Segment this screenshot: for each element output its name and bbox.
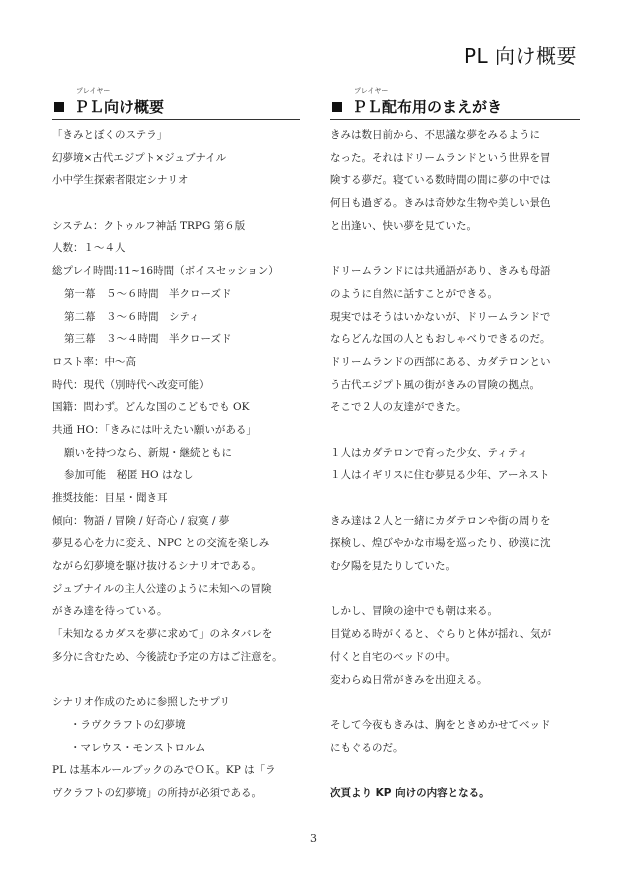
text-line: 総プレイ時間:11~16時間（ボイスセッション）: [52, 265, 279, 278]
text-line: 願いを持つなら、新規・継続ともに: [64, 446, 232, 459]
blank-line: [52, 192, 300, 215]
text-line: システム：クトゥルフ神話 TRPG 第６版: [52, 219, 246, 232]
text-line: ヴクラフトの幻夢境」の所持が必須である。: [52, 786, 262, 799]
text-line: ながら幻夢境を駆け抜けるシナリオである。: [52, 560, 262, 573]
text-line: と出逢い、快い夢を見ていた。: [330, 219, 477, 232]
text-line: ・ラヴクラフトの幻夢境: [70, 718, 186, 731]
text-line: 小中学生探索者限定シナリオ: [52, 174, 189, 187]
text-line: 第二幕 ３～６時間 シティ: [64, 310, 200, 323]
text-line: なった。それはドリームランドという世界を冒: [330, 151, 551, 164]
text-line: １人はカダテロンで育った少女、ティティ: [330, 446, 528, 459]
blank-line: [330, 759, 580, 782]
right-column: [330, 86, 580, 805]
foreword-text: [330, 124, 580, 805]
text-line: う古代エジプト風の街がきみの冒険の拠点。: [330, 378, 540, 391]
text-line: ジュブナイルの主人公達のように未知への冒険: [52, 582, 272, 595]
text-line: ドリームランドの西部にある、カダテロンとい: [330, 355, 551, 368]
page-number: 3: [310, 832, 317, 845]
blank-line: [330, 578, 580, 601]
text-line: 変わらぬ日常がきみを出迎える。: [330, 673, 488, 686]
heading-text: ＰＬ向け概要: [74, 98, 165, 116]
text-line: 付くと自宅のベッドの中。: [330, 650, 456, 663]
text-line: ならどんな国の人ともおしゃべりできるのだ。: [330, 333, 551, 346]
text-line: 多分に含むため、今後読む予定の方はご注意を。: [52, 650, 283, 663]
text-line: 国籍：問わず。どんな国のこどもでも OK: [52, 401, 250, 414]
next-page-note: 次頁より KP 向けの内容となる。: [330, 786, 490, 799]
blank-line: [52, 669, 300, 692]
section-heading-pl-foreword: [330, 96, 580, 120]
text-line: 険する夢だ。寝ている数時間の間に夢の中では: [330, 174, 551, 187]
text-line: 何日も過ぎる。きみは奇妙な生物や美しい景色: [330, 197, 551, 210]
text-line: 人数：１～４人: [52, 242, 126, 255]
heading-text: ＰＬ配布用のまえがき: [352, 98, 503, 116]
square-bullet-icon: [54, 102, 64, 112]
text-line: がきみ達を待っている。: [52, 605, 168, 618]
text-line: そこで２人の友達ができた。: [330, 401, 467, 414]
text-line: きみは数日前から、不思議な夢をみるように: [330, 129, 540, 141]
blank-line: [330, 419, 580, 442]
text-line: １人はイギリスに住む夢見る少年、アーネスト: [330, 469, 550, 482]
text-line: そして今夜もきみは、胸をときめかせてベッド: [330, 718, 551, 731]
text-line: 参加可能 秘匿 HO はなし: [64, 469, 194, 482]
square-bullet-icon: [332, 102, 342, 112]
text-line: 探検し、煌びやかな市場を巡ったり、砂漠に沈: [330, 537, 551, 550]
text-line: 時代：現代（別時代へ改変可能）: [52, 378, 210, 391]
page-title: PL 向け概要: [463, 44, 577, 68]
blank-line: [330, 237, 580, 260]
text-line: 「きみとぼくのステラ」: [52, 129, 168, 141]
text-line: PL は基本ルールブックのみでＯＫ。KP は「ラ: [52, 764, 276, 777]
text-line: む夕陽を見たりしていた。: [330, 560, 456, 573]
text-line: 第一幕 ５～６時間 半クローズド: [64, 287, 232, 300]
text-line: きみ達は２人と一緒にカダテロンや街の周りを: [330, 514, 551, 527]
text-line: 「未知なるカダスを夢に求めて」のネタバレを: [52, 628, 273, 641]
heading-ruby: プレイヤー: [76, 87, 111, 95]
text-line: ロスト率：中～高: [52, 355, 136, 368]
heading-ruby: プレイヤー: [354, 87, 389, 95]
text-line: のように自然に話すことができる。: [330, 287, 498, 300]
text-line: ・マレウス・モンストロルム: [70, 741, 206, 754]
text-line: 現実ではそうはいかないが、ドリームランドで: [330, 310, 551, 323]
blank-line: [330, 691, 580, 714]
text-line: ドリームランドには共通語があり、きみも母語: [330, 265, 551, 278]
text-line: しかし、冒険の途中でも朝は来る。: [330, 605, 498, 618]
text-line: 第三幕 ３～４時間 半クローズド: [64, 333, 232, 346]
text-line: 目覚める時がくると、ぐらりと体が揺れ、気が: [330, 628, 552, 641]
blank-line: [330, 487, 580, 510]
overview-text: [52, 124, 300, 805]
left-column: [52, 86, 300, 805]
text-line: シナリオ作成のために参照したサプリ: [52, 696, 230, 709]
text-line: 推奨技能：目星・聞き耳: [52, 492, 168, 504]
text-line: 幻夢境×古代エジプト×ジュブナイル: [52, 151, 227, 164]
section-heading-pl-overview: [52, 96, 300, 120]
text-line: 傾向：物語 / 冒険 / 好奇心 / 寂寞 / 夢: [52, 514, 230, 527]
text-line: 共通 HO：「きみには叶えたい願いがある」: [52, 423, 257, 436]
text-line: にもぐるのだ。: [330, 741, 404, 754]
text-line: 夢見る心を力に変え、NPC との交流を楽しみ: [52, 537, 270, 550]
